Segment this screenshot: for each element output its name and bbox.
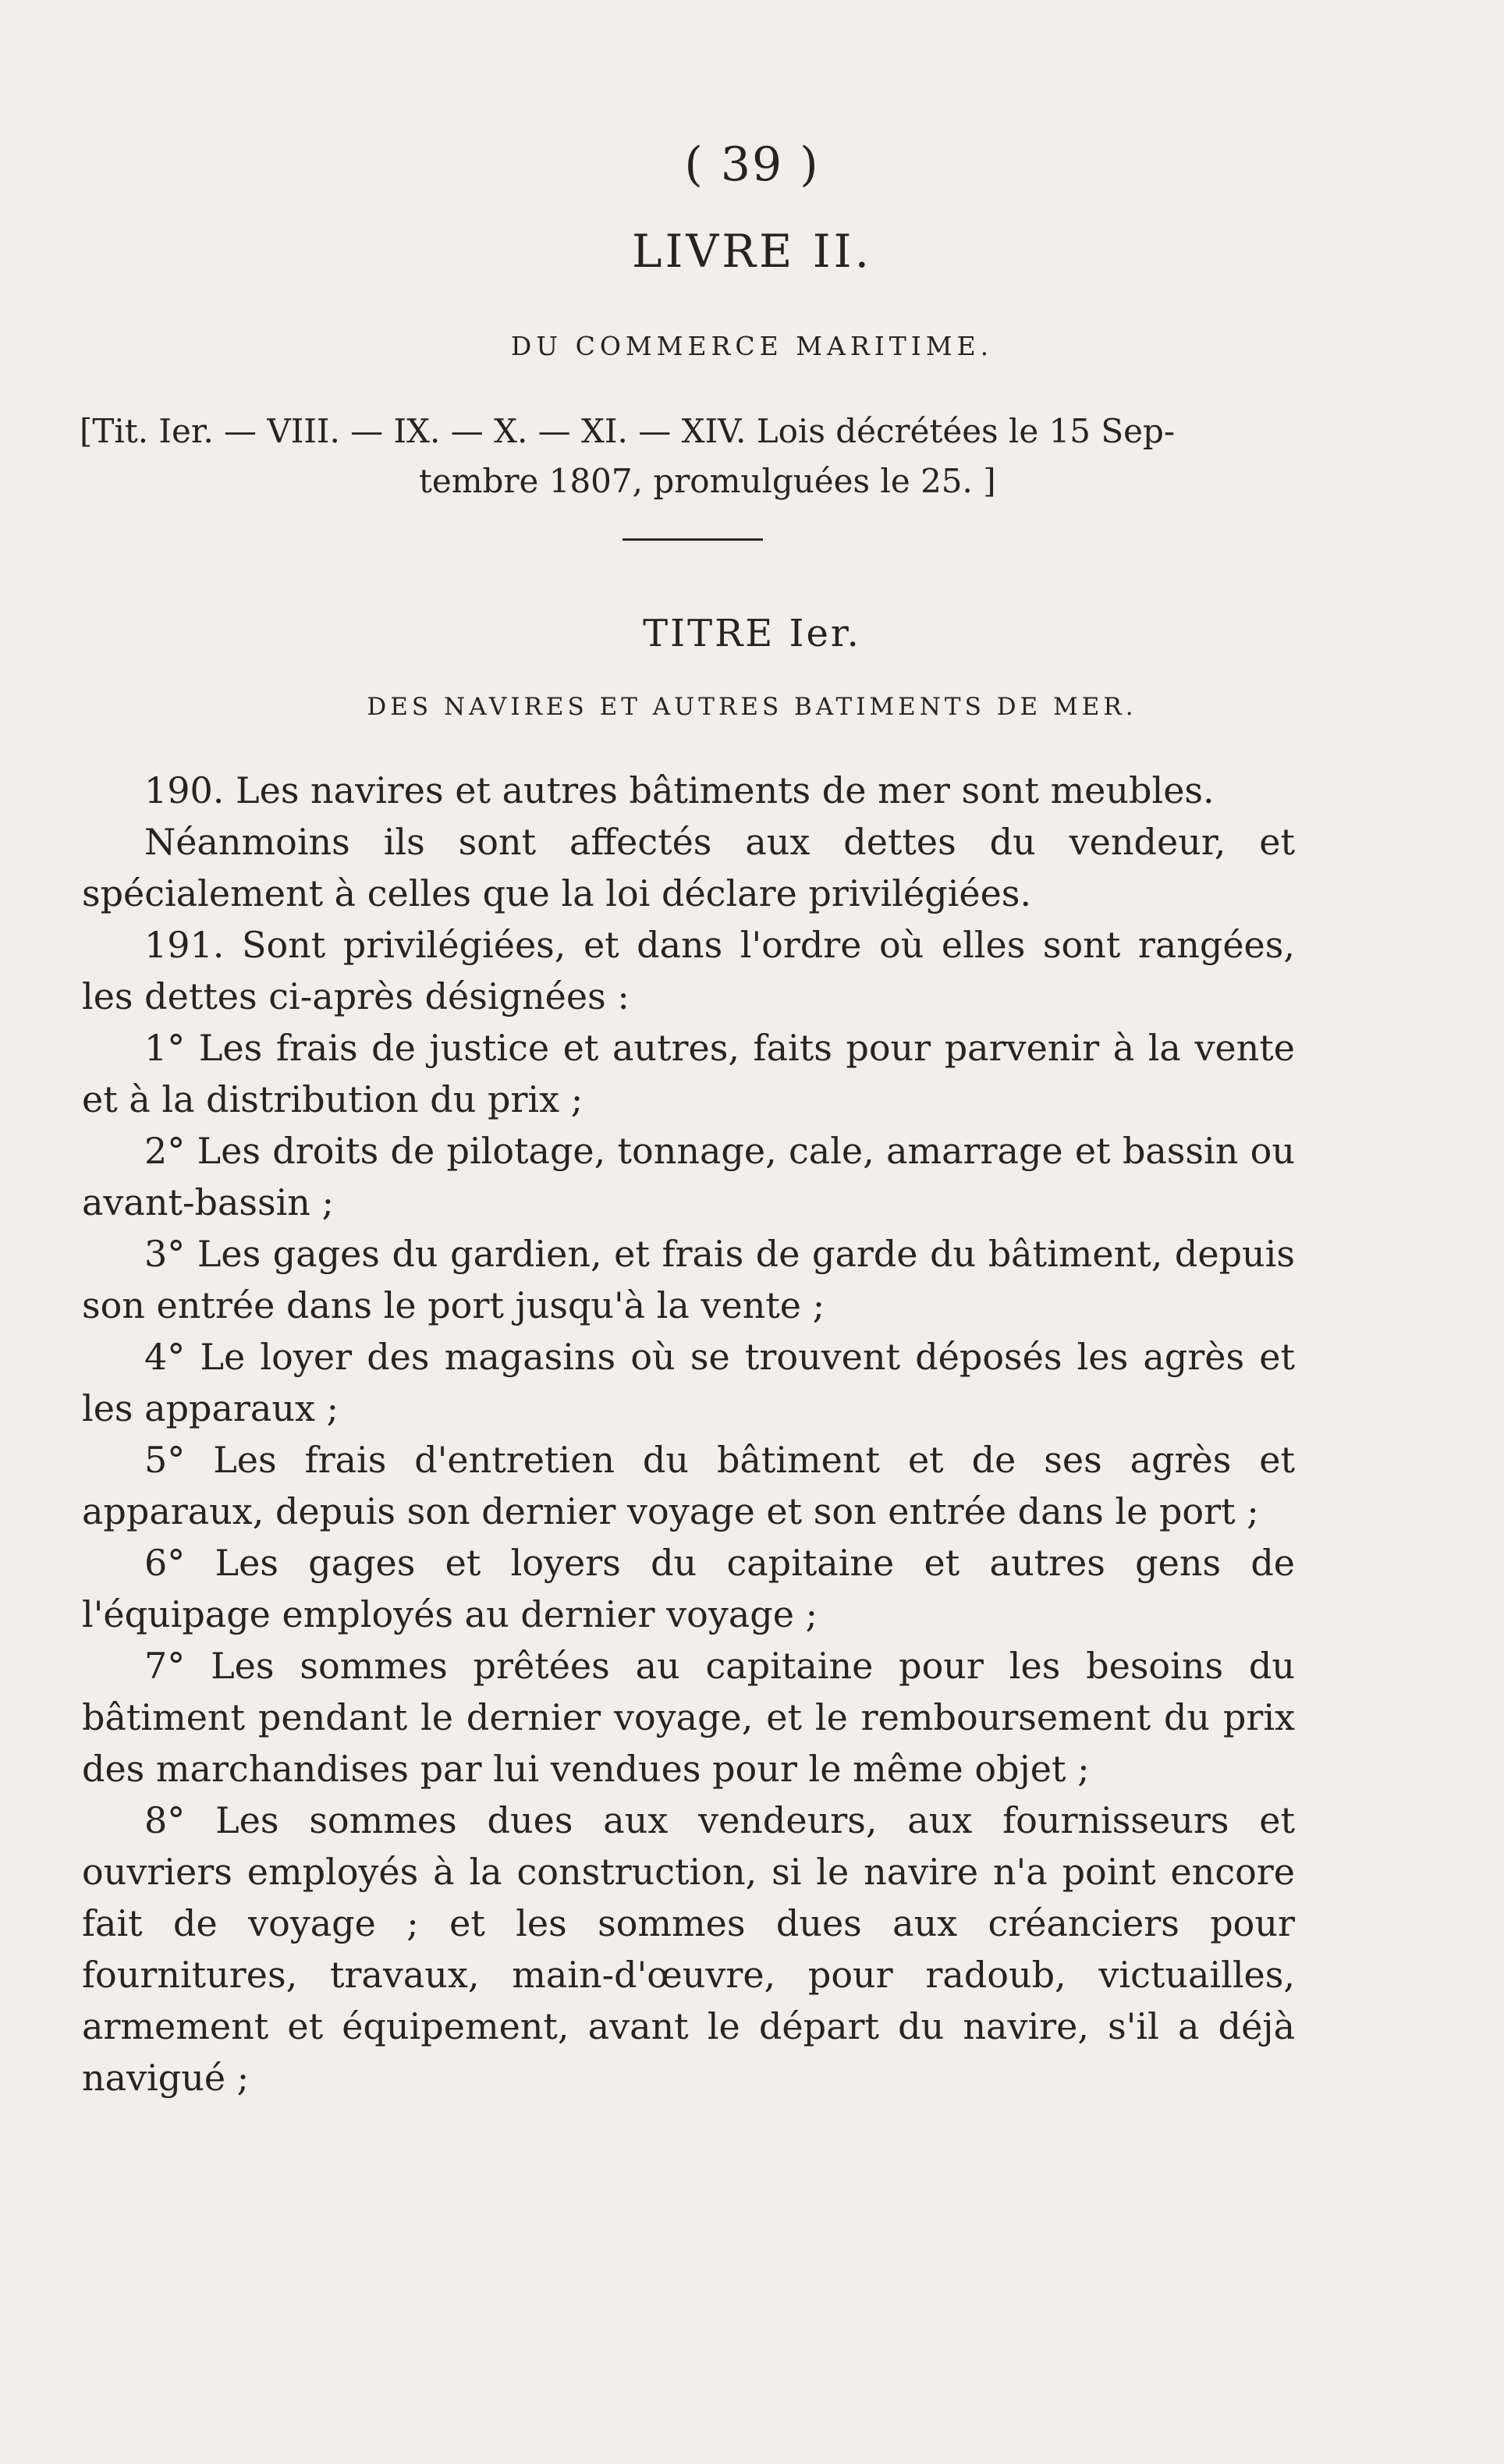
article-text: [82, 765, 1295, 2104]
title-subject: DES NAVIRES ET AUTRES BATIMENTS DE MER.: [367, 693, 1137, 721]
list-item-2: 2° Les droits de pilotage, tonnage, cale, amarrage et bassin ou avant-bassin ;: [82, 1130, 1295, 1223]
list-item-5: 5° Les frais d'entretien du bâtiment et de ses agrès et apparaux, depuis son dernier voyage et son entrée dans le port ;: [82, 1439, 1295, 1532]
paragraph-art-191: 191. Sont privilégiées, et dans l'ordre où elles sont rangées, les dettes ci-après désignées :: [82, 924, 1295, 1017]
book-title: LIVRE II.: [631, 225, 873, 278]
list-item-6: 6° Les gages et loyers du capitaine et autres gens de l'équipage employés au dernier voyage ;: [82, 1542, 1295, 1635]
list-item-1: 1° Les frais de justice et autres, faits pour parvenir à la vente et à la distribution du prix ;: [82, 1027, 1295, 1120]
law-reference-line-1: [Tit. Ier. — VIII. — IX. — X. — XI. — XIV. Lois décrétées le 15 Sep-: [80, 412, 1176, 450]
book-subject: DU COMMERCE MARITIME.: [510, 331, 994, 361]
paragraph-art-190-cont: Néanmoins ils sont affectés aux dettes du vendeur, et spécialement à celles que la loi déclare privilégiées.: [82, 821, 1295, 914]
law-reference-line-2: tembre 1807, promulguées le 25. ]: [419, 462, 996, 500]
page-number: ( 39 ): [684, 137, 820, 192]
title-heading: TITRE Ier.: [643, 612, 861, 655]
separator-rule: [623, 538, 763, 541]
list-item-8: 8° Les sommes dues aux vendeurs, aux fournisseurs et ouvriers employés à la construction, si le navire n'a point encore fait de voyage ; et les sommes dues aux créanciers pour fournitures, travaux, main-d'œuvre, pour radoub, victuailles, armement et équipement, avant le départ du navire, s'il a déjà navigué ;: [82, 1799, 1295, 2099]
list-item-7: 7° Les sommes prêtées au capitaine pour les besoins du bâtiment pendant le dernier voyage, et le remboursement du prix des marchandises par lui vendues pour le même objet ;: [82, 1645, 1295, 1790]
list-item-4: 4° Le loyer des magasins où se trouvent déposés les agrès et les apparaux ;: [82, 1336, 1295, 1429]
list-item-3: 3° Les gages du gardien, et frais de garde du bâtiment, depuis son entrée dans le port jusqu'à la vente ;: [82, 1233, 1295, 1326]
paragraph-art-190: 190. Les navires et autres bâtiments de mer sont meubles.: [144, 769, 1215, 811]
